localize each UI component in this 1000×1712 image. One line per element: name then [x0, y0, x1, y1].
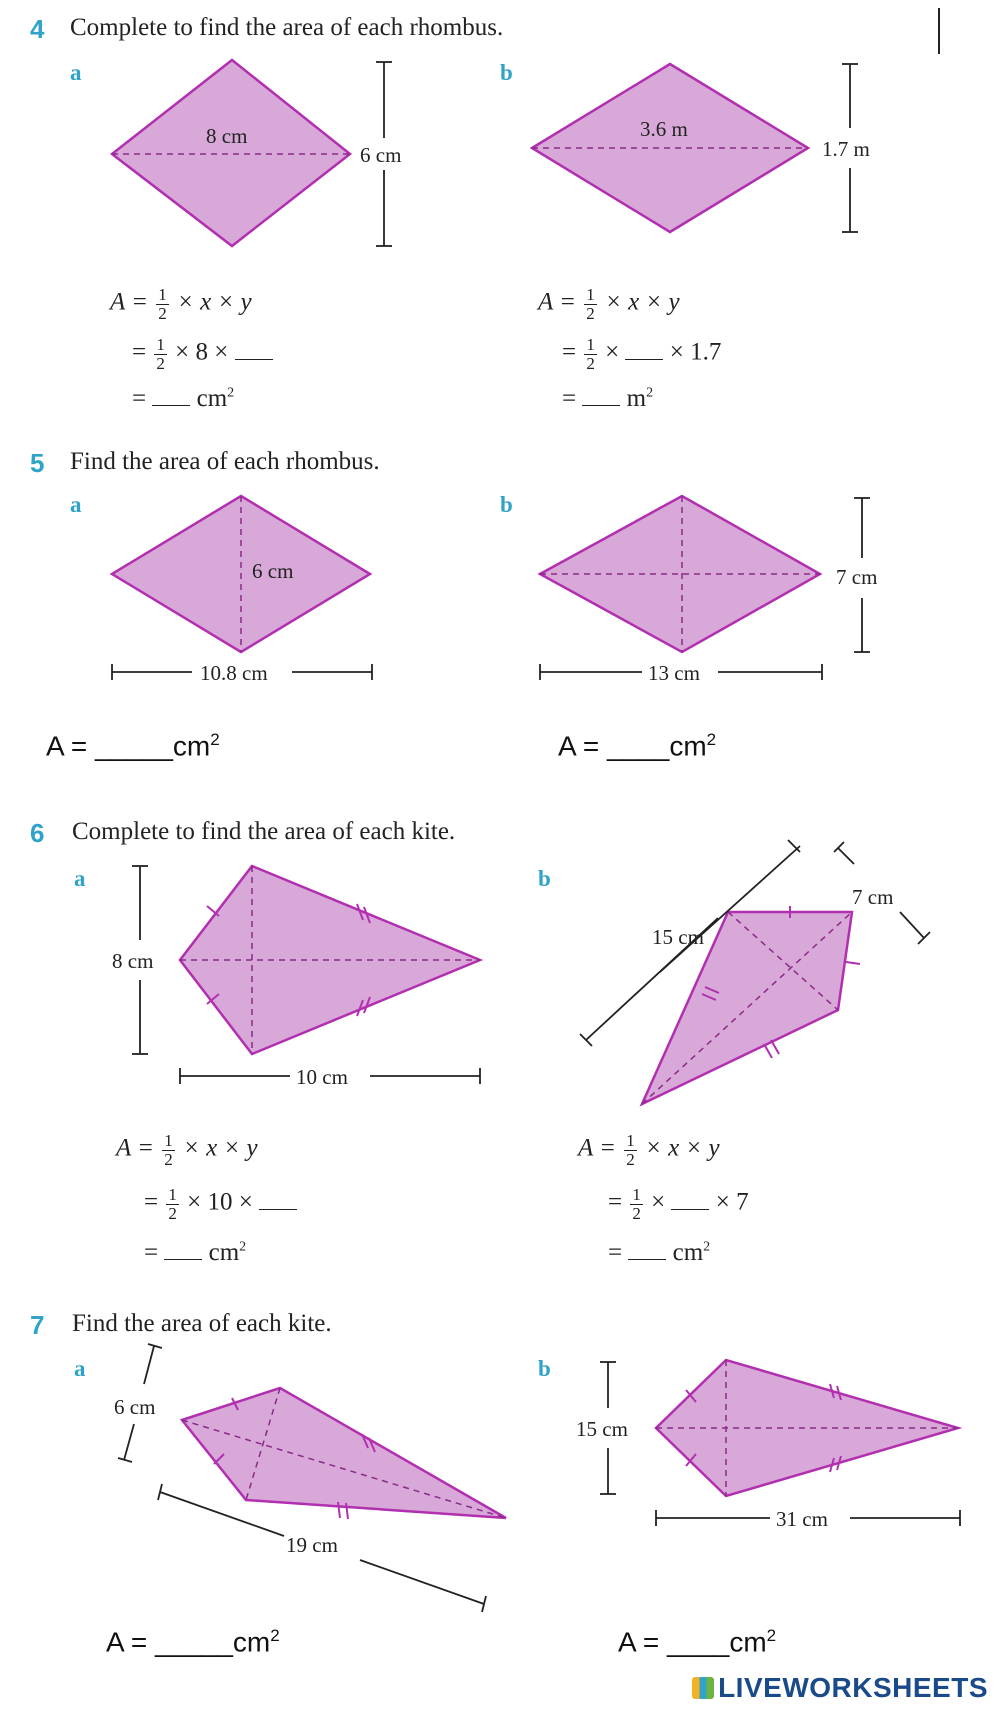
q4b-height-label: 1.7 m — [822, 137, 870, 161]
q4b-label: b — [500, 60, 513, 85]
q6a-width-label: 10 cm — [296, 1065, 348, 1089]
q6b-equation-3: = $cm^2$ — [608, 1239, 711, 1266]
q6b-equation-2: = $\frac{1}{2}$ × × 7 — [608, 1185, 749, 1223]
q7a-answer: $A = \_\_\_\_\_cm^2$ — [106, 1626, 280, 1658]
q5a-width-label: 10.8 cm — [200, 661, 268, 685]
q6a-equation-1: A = $\frac{1}{2}$ × x × y — [116, 1131, 258, 1169]
q6a-equation-2: = $\frac{1}{2}$ × 10 × — [144, 1186, 297, 1222]
q5b-answer-blank[interactable]: ____ — [607, 730, 670, 762]
q7a-long-label: 19 cm — [286, 1533, 338, 1557]
q4a-equation-1: A = $\frac{1}{2}$ × x × y — [110, 285, 252, 323]
q6a-blank-y[interactable] — [259, 1191, 297, 1210]
q5a-label: a — [70, 492, 82, 517]
q5b-answer: $A = \_\_\_\_cm^2$ — [558, 730, 717, 762]
q6-instruction: Complete to find the area of each kite. — [72, 818, 456, 845]
q5a-answer: $A = \_\_\_\_\_cm^2$ — [46, 730, 220, 762]
q6a-height-label: 8 cm — [112, 949, 154, 973]
q4a-equation-3: = $cm^2$ — [132, 385, 235, 412]
q5b-label: b — [500, 492, 513, 517]
q5b-rhombus — [540, 496, 877, 685]
q7-number: 7 — [30, 1310, 45, 1340]
q6a-label: a — [74, 866, 86, 891]
liveworksheets-icon — [692, 1677, 714, 1699]
q6a-kite — [112, 866, 480, 1089]
q5a-answer-blank[interactable]: _____ — [95, 730, 173, 762]
q4b-equation-2: = $\frac{1}{2}$ × × 1.7 — [562, 335, 722, 373]
q6b-short-label: 7 cm — [852, 885, 894, 909]
q6b-long-label: 15 cm — [652, 925, 704, 949]
q5a-diagonal-label: 6 cm — [252, 559, 294, 583]
q4b-blank-x[interactable] — [625, 341, 663, 360]
q6b-blank-area[interactable] — [628, 1241, 666, 1260]
q7b-label: b — [538, 1356, 551, 1381]
q4b-blank-area[interactable] — [582, 387, 620, 406]
q7a-short-label: 6 cm — [114, 1395, 156, 1419]
q4a-blank-y[interactable] — [235, 341, 273, 360]
q6a-equation-3: = $cm^2$ — [144, 1239, 247, 1266]
q6b-equation-1: A = $\frac{1}{2}$ × x × y — [578, 1131, 720, 1169]
liveworksheets-logo: LIVEWORKSHEETS — [692, 1672, 988, 1704]
q5b-width-label: 13 cm — [648, 661, 700, 685]
q4a-blank-area[interactable] — [152, 387, 190, 406]
q4b-diagonal-label: 3.6 m — [640, 117, 688, 141]
q4b-rhombus — [532, 64, 870, 232]
q4a-diagonal-label: 8 cm — [206, 124, 248, 148]
q4a-label: a — [70, 60, 82, 85]
q7b-answer: $A = \_\_\_\_cm^2$ — [618, 1626, 777, 1658]
q4b-equation-1: A = $\frac{1}{2}$ × x × y — [538, 285, 680, 323]
q5a-rhombus — [112, 496, 372, 685]
q7b-height-label: 15 cm — [576, 1417, 628, 1441]
q4a-rhombus — [112, 60, 401, 246]
q4-number: 4 — [30, 14, 45, 44]
q6a-blank-area[interactable] — [164, 1241, 202, 1260]
q7a-kite — [114, 1344, 506, 1612]
q5-number: 5 — [30, 448, 45, 478]
q7-instruction: Find the area of each kite. — [72, 1310, 332, 1337]
q6b-kite — [580, 840, 930, 1104]
q7b-width-label: 31 cm — [776, 1507, 828, 1531]
q7b-kite — [576, 1360, 960, 1531]
q6b-blank-x[interactable] — [671, 1191, 709, 1210]
q6b-label: b — [538, 866, 551, 891]
q4b-equation-3: = $m^2$ — [562, 385, 654, 412]
q7a-label: a — [74, 1356, 86, 1381]
q4a-equation-2: = $\frac{1}{2}$ × 8 × — [132, 336, 273, 372]
q5-instruction: Find the area of each rhombus. — [70, 448, 380, 475]
q4-instruction: Complete to find the area of each rhombus. — [70, 14, 504, 41]
q7a-answer-blank[interactable]: _____ — [155, 1626, 233, 1658]
q5b-height-label: 7 cm — [836, 565, 878, 589]
q7b-answer-blank[interactable]: ____ — [667, 1626, 730, 1658]
q4a-height-label: 6 cm — [360, 143, 402, 167]
q6-number: 6 — [30, 818, 45, 848]
